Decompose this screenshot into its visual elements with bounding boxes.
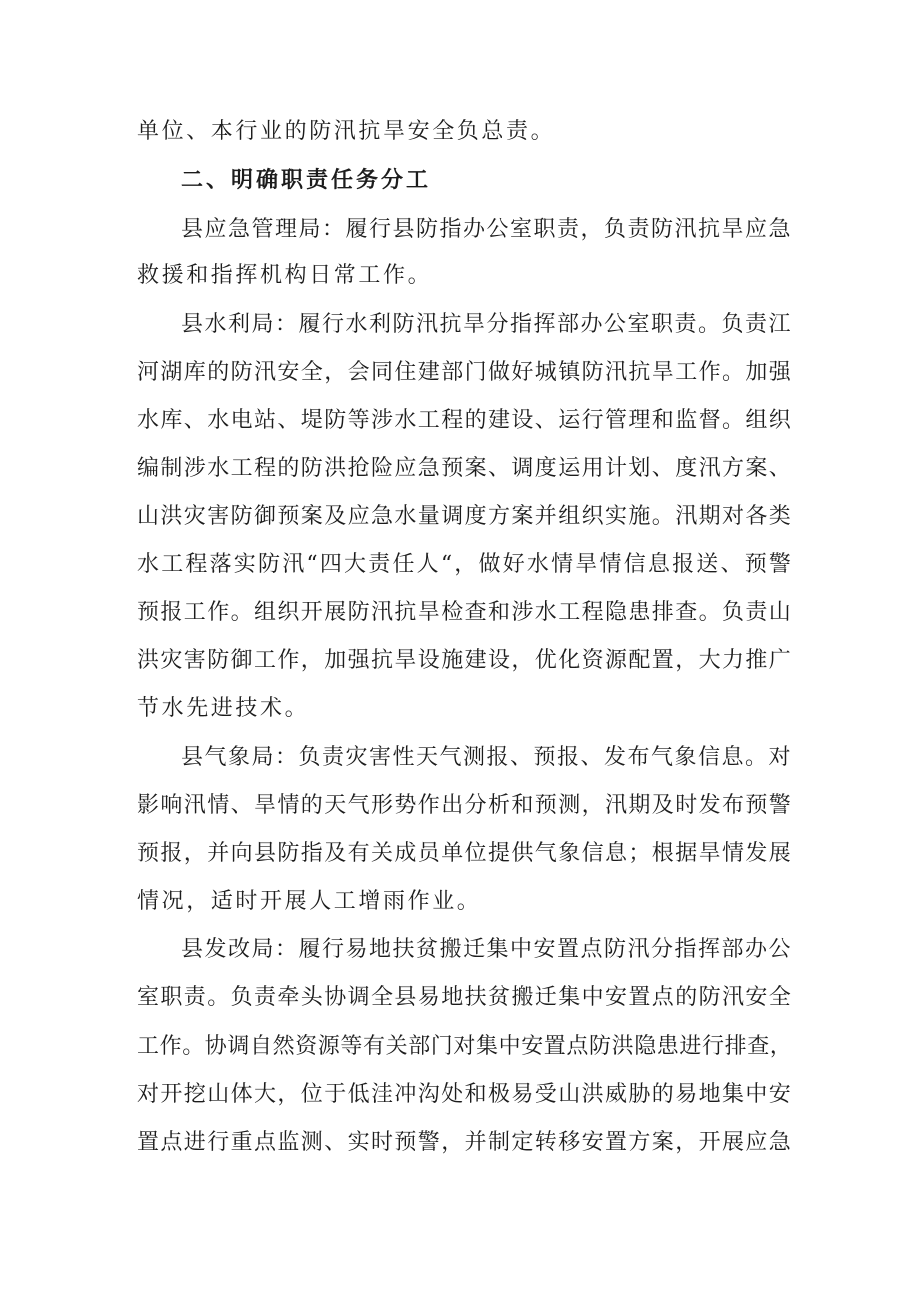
section-heading: 二、明确职责任务分工 — [181, 168, 432, 193]
body-text-line: 预报工作。组织开展防汛抗旱检查和涉水工程隐患排查。负责山 — [137, 600, 793, 625]
body-text-line: 置点进行重点监测、实时预警，并制定转移安置方案，开展应急 — [137, 1130, 793, 1155]
body-text-line: 预报，并向县防指及有关成员单位提供气象信息；根据旱情发展 — [137, 841, 793, 866]
body-text-line: 工作。协调自然资源等有关部门对集中安置点防洪隐患进行排查， — [137, 1034, 793, 1059]
body-text-line: 影响汛情、旱情的天气形势作出分析和预测，汛期及时发布预警 — [137, 793, 793, 818]
body-text-line: 县气象局：负责灾害性天气测报、预报、发布气象信息。对 — [181, 745, 793, 770]
body-text-line: 县应急管理局：履行县防指办公室职责，负责防汛抗旱应急 — [181, 217, 793, 242]
body-text-line: 县发改局：履行易地扶贫搬迁集中安置点防汛分指挥部办公 — [181, 937, 793, 962]
body-text-line: 水库、水电站、堤防等涉水工程的建设、运行管理和监督。组织 — [137, 408, 793, 433]
body-text-line: 单位、本行业的防汛抗旱安全负总责。 — [137, 119, 556, 144]
body-text-line: 救援和指挥机构日常工作。 — [137, 263, 433, 288]
body-text-line: 对开挖山体大，位于低洼冲沟处和极易受山洪威胁的易地集中安 — [137, 1082, 793, 1107]
body-text-line: 县水利局：履行水利防汛抗旱分指挥部办公室职责。负责江 — [181, 312, 793, 337]
body-text-line: 节水先进技术。 — [137, 696, 310, 721]
body-text-line: 洪灾害防御工作，加强抗旱设施建设，优化资源配置，大力推广 — [137, 648, 793, 673]
body-text-line: 室职责。负责牵头协调全县易地扶贫搬迁集中安置点的防汛安全 — [137, 985, 793, 1010]
body-text-line: 水工程落实防汛“四大责任人“，做好水情旱情信息报送、预警 — [137, 552, 794, 577]
body-text-line: 情况，适时开展人工增雨作业。 — [137, 889, 482, 914]
body-text-line: 河湖库的防汛安全，会同住建部门做好城镇防汛抗旱工作。加强 — [137, 360, 793, 385]
body-text-line: 山洪灾害防御预案及应急水量调度方案并组织实施。汛期对各类 — [137, 504, 793, 529]
body-text-line: 编制涉水工程的防洪抢险应急预案、调度运用计划、度汛方案、 — [137, 456, 793, 481]
